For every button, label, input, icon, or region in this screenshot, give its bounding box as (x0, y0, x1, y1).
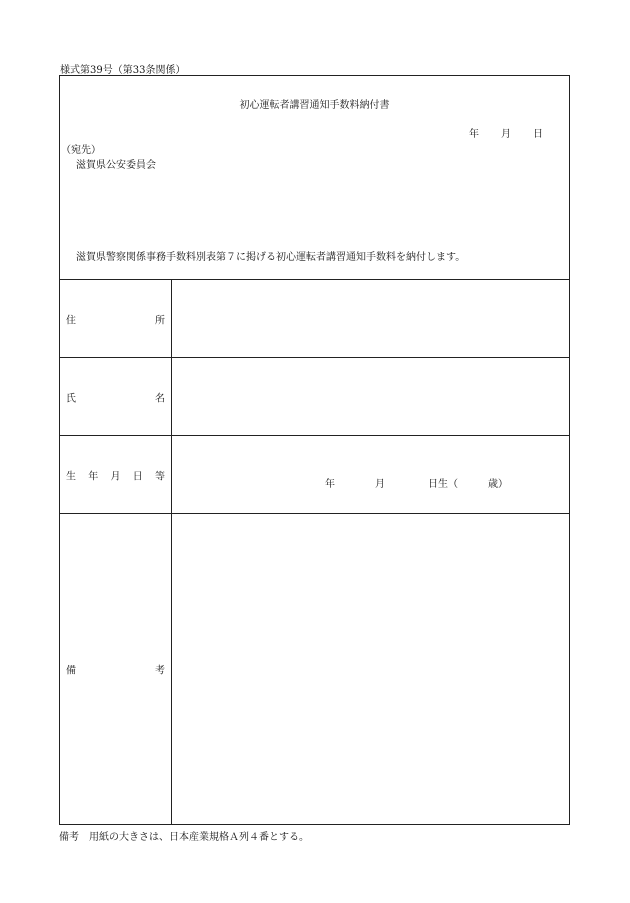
date-month-label: 月 (501, 129, 511, 140)
remarks-label (66, 662, 165, 677)
birth-year-label: 年 (325, 478, 335, 490)
label-char: 日 (132, 471, 143, 482)
label-char: 所 (155, 315, 165, 326)
address-label-cell (60, 280, 172, 357)
name-field[interactable] (172, 358, 569, 435)
date-year-label: 年 (469, 129, 479, 140)
label-char: 生 (66, 471, 76, 482)
address-field[interactable] (172, 280, 569, 357)
form-number: 様式第39号（第33条関係） (60, 65, 186, 76)
remarks-field[interactable] (172, 514, 569, 824)
address-label (66, 311, 165, 326)
form-header (60, 76, 569, 279)
birth-field[interactable] (172, 436, 569, 513)
label-char: 考 (155, 665, 165, 677)
label-char: 月 (110, 471, 121, 482)
address-row (60, 279, 569, 357)
addressee: 滋賀県公安委員会 (76, 160, 156, 171)
statement-text: 滋賀県警察関係事務手数料別表第７に掲げる初心運転者講習通知手数料を納付します。 (76, 252, 466, 263)
date-line (469, 125, 543, 140)
footnote: 備考 用紙の大きさは、日本産業規格Ａ列４番とする。 (59, 832, 309, 843)
date-day-label: 日 (533, 129, 543, 140)
birth-label-cell (60, 436, 172, 513)
birth-month-label: 月 (375, 478, 385, 490)
age-label: 歳） (488, 478, 508, 490)
label-char: 氏 (66, 393, 76, 404)
document-title: 初心運転者講習通知手数料納付書 (239, 100, 390, 111)
birth-label (66, 467, 165, 482)
label-char: 備 (66, 665, 76, 677)
name-label-cell (60, 358, 172, 435)
label-char: 住 (66, 315, 76, 326)
remarks-row (60, 513, 569, 824)
name-row (60, 357, 569, 435)
remarks-label-cell (60, 514, 172, 824)
addressee-label: （宛先） (61, 145, 101, 156)
birth-day-label: 日生（ (428, 478, 458, 490)
label-char: 年 (88, 471, 99, 482)
label-char: 等 (155, 471, 165, 482)
form-box (59, 75, 570, 825)
birth-row (60, 435, 569, 513)
label-char: 名 (155, 393, 165, 404)
name-label (66, 389, 165, 404)
